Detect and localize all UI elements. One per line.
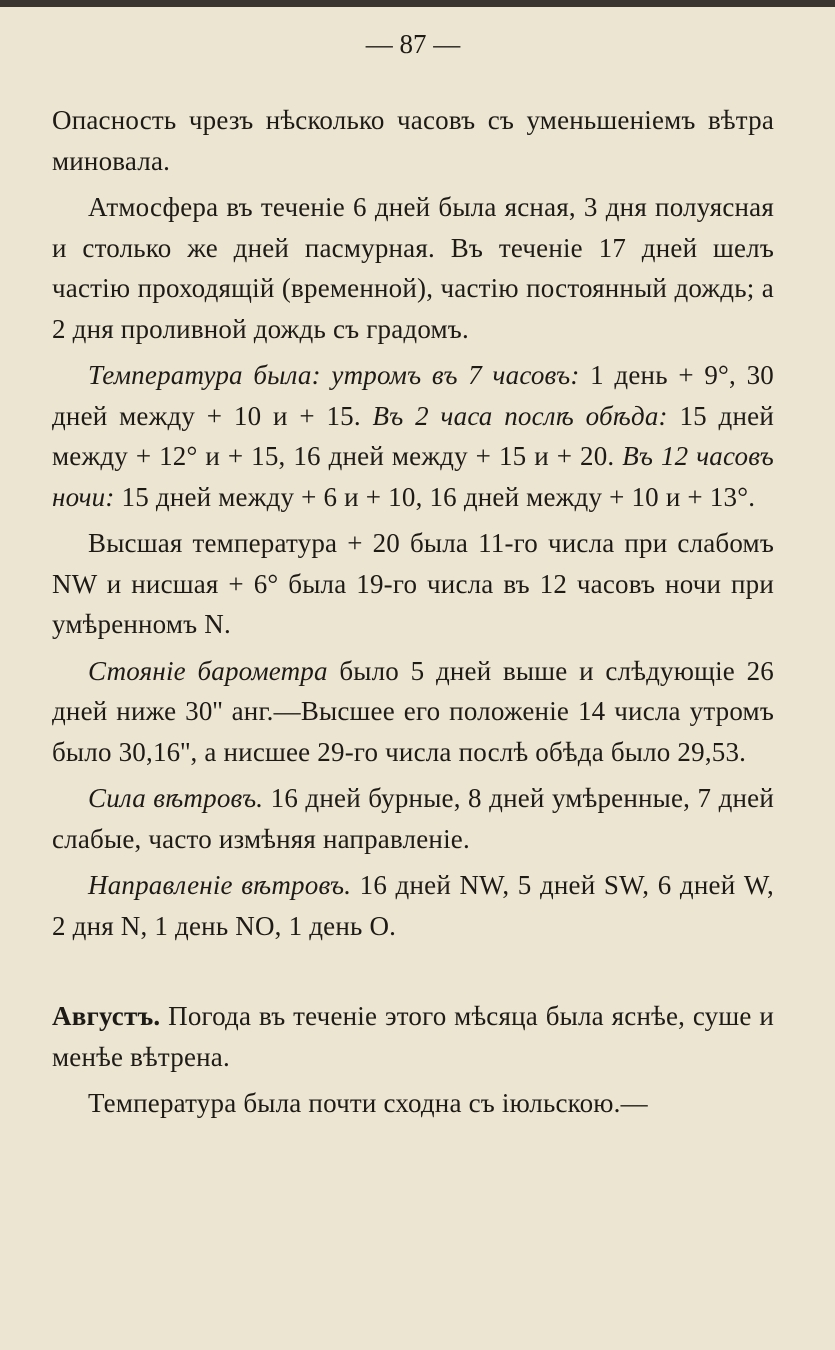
paragraph-lead: Температура была: утромъ въ 7 часовъ: bbox=[88, 360, 580, 390]
paragraph-august bbox=[52, 996, 774, 1077]
paragraph-lead: Въ 2 часа послѣ обѣда: bbox=[372, 400, 668, 431]
page-top-edge bbox=[0, 0, 835, 7]
paragraph-text: Опасность чрезъ нѣсколько часовъ съ уменьшеніемъ вѣтра миновала. bbox=[52, 105, 774, 176]
paragraph-lead: Направленіе вѣтровъ. bbox=[88, 870, 352, 900]
paragraph-extremes bbox=[52, 523, 774, 645]
paragraph-text: Погода въ теченіе этого мѣсяца была яснѣе, суше и менѣе вѣтрена. bbox=[52, 1001, 774, 1072]
paragraph-text: 15 дней между + 6 и + 10, 16 дней между + 10 и + 13°. bbox=[114, 481, 756, 512]
paragraph-barometer bbox=[52, 651, 774, 773]
paragraph-temperature bbox=[52, 355, 774, 517]
paragraph-text: Температура была почти сходна съ іюльскою.— bbox=[88, 1088, 648, 1118]
section-gap bbox=[52, 952, 774, 996]
paragraph-lead: Сила вѣтровъ. bbox=[88, 783, 264, 813]
paragraph-august-temperature bbox=[52, 1083, 774, 1124]
paragraph-text: Атмосфера въ теченіе 6 дней была ясная, 3 дня полуясная и столько же дней пасмурная. Въ теченіе 17 дней шелъ частію проходящій (временной), частію постоянный дождь; а 2 дня проливной дождь съ градомъ. bbox=[52, 192, 774, 344]
paragraph-danger bbox=[52, 100, 774, 181]
paragraph-wind-strength bbox=[52, 778, 774, 859]
paragraph-wind-direction bbox=[52, 865, 774, 946]
paragraph-atmosphere bbox=[52, 187, 774, 349]
paragraph-text: 16 дней NW, 5 дней SW, 6 дней W, 2 дня N, 1 день NO, 1 день O. bbox=[52, 870, 774, 941]
page-number: — 87 — bbox=[365, 29, 461, 59]
paragraph-text: Высшая температура + 20 была 11-го числа при слабомъ NW и нисшая + 6° была 19-го числа въ 12 часовъ ночи при умѣренномъ N. bbox=[52, 528, 774, 639]
paragraph-text: было 5 дней выше и слѣдующіе 26 дней ниже 30'' анг.—Высшее его положеніе 14 числа утромъ было 30,16'', а нисшее 29-го числа послѣ обѣда было 29,53. bbox=[52, 655, 774, 767]
paragraph-text: 15 дней между + 12° и + 15, 16 дней между + 15 и + 20. bbox=[52, 400, 774, 471]
paragraph-lead: Стояніе барометра bbox=[88, 655, 328, 686]
section-heading: Августъ. bbox=[52, 1001, 161, 1031]
book-page bbox=[52, 22, 774, 1130]
paragraph-text: 16 дней бурные, 8 дней умѣренные, 7 дней слабые, часто измѣняя направленіе. bbox=[52, 783, 774, 854]
paragraph-lead: Въ 12 часовъ ночи: bbox=[52, 441, 774, 512]
paragraph-text: 1 день + 9°, 30 дней между + 10 и + 15. bbox=[52, 360, 774, 431]
